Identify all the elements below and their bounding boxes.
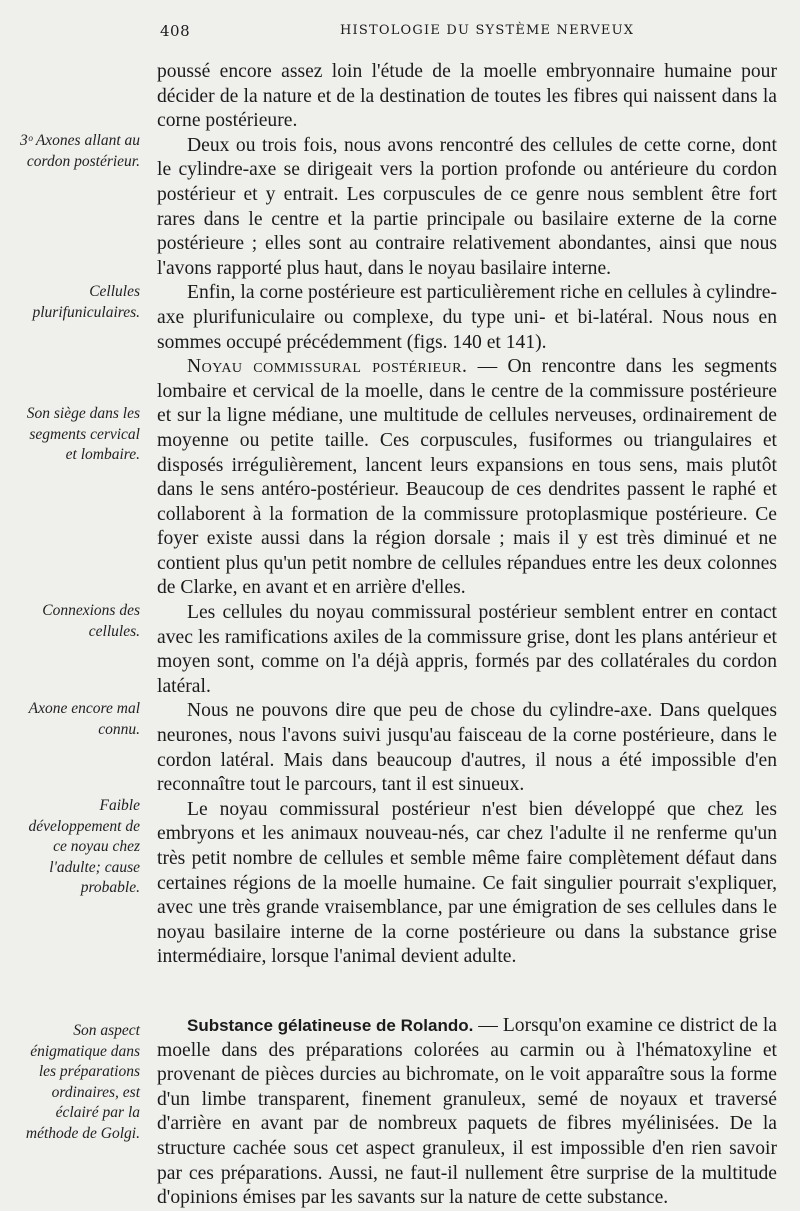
margin-note-axones: 3ᵒ Axones allant au cordon postérieur. (20, 132, 140, 170)
page-number: 408 (160, 22, 191, 40)
margin-note-aspect-enigmatique: Son aspect énigmatique dans les préparations ordinaires, est éclairé par la méthode de Golgi. (25, 1022, 140, 1142)
margin-note-siege: Son siège dans les segments cervical et lombaire. (26, 405, 140, 463)
paragraph-text: — Lorsqu'on examine ce district de la moelle dans des préparations colorées au carmin ou à l'hématoxyline et provenant de pièces durcies au bichromate, on le voit apparaître sous la forme d'un limbe transparent, finement granuleux, semé de noyaux et traversé d'arrière en avant par de nombreux paquets de fibres myélinisées. De la structure cachée sous cet aspect granuleux, il est impossible d'en rien savoir par ces préparations. Aussi, ne faut-il nullement être surprise de la multitude d'opinions émises par les savants sur la nature de cette substance. (157, 1014, 777, 1209)
paragraph: poussé encore assez loin l'étude de la moelle embryonnaire humaine pour décider de la nature et de la destination de toutes les fibres qui naissent dans la corne postérieure. (157, 61, 777, 132)
margin-note-faible-developpement: Faible développement de ce noyau chez l'adulte; cause probable. (28, 797, 140, 896)
paragraph: Nous ne pouvons dire que peu de chose du cylindre-axe. Dans quelques neurones, nous l'avons suivi jusqu'au faisceau de la corne postérieure, dans le cordon latéral. Mais dans beaucoup d'autres, il nous a été impossible d'en reconnaître tout le parcours, tant il est sinueux. (157, 700, 777, 796)
section-heading-rolando: Substance gélatineuse de Rolando. (187, 1015, 474, 1035)
main-text (157, 60, 777, 1211)
margin-note-connexions: Connexions des cellules. (42, 602, 140, 640)
paragraph: Enfin, la corne postérieure est particulièrement riche en cellules à cylindre-axe plurifuniculaire ou complexe, du type uni- et bi-latéral. Nous nous en sommes occupé précédemment (figs. 140 et 141). (157, 282, 777, 353)
paragraph: Le noyau commissural postérieur n'est bien développé que chez les embryons et les animaux nouveau-nés, car chez l'adulte il ne renferme qu'un très petit nombre de cellules et semble même faire complètement défaut dans certaines régions de la moelle humaine. Ce fait singulier pourrait s'expliquer, avec une très grande vraisemblance, par une émigration de ses cellules dans le noyau basilaire interne de la corne postérieure ou dans la substance grise intermédiaire, lorsque l'animal devient adulte. (157, 798, 777, 968)
paragraph: Les cellules du noyau commissural postérieur semblent entrer en contact avec les ramifications axiles de la commissure grise, dont les plans antérieur et moyen sont, comme on l'a déjà appris, formés par des collatérales du cordon latéral. (157, 602, 777, 697)
section-heading-noyau: Noyau commissural postérieur. (187, 356, 468, 378)
paragraph-substance-gelatineuse (157, 1014, 777, 1211)
page-header (0, 22, 800, 46)
margin-note-cellules-plurifuniculaires: Cellules plurifuniculaires. (32, 283, 140, 321)
paragraph-noyau-commissural (157, 355, 777, 601)
margin-note-axone: Axone encore mal connu. (28, 700, 140, 738)
paragraph-text: — On rencontre dans les segments lombaire et cervical de la moelle, dans le centre de la commissure postérieure et sur la ligne médiane, une multitude de cellules nerveuses, ordinairement de moyenne ou petite taille. Ces corpuscules, fusiformes ou triangulaires et disposés irrégulièrement, lancent leurs expansions en tous sens, mais plutôt dans le sens antéro-postérieur. Beaucoup de ces dendrites passent le raphé et collaborent à la formation de la commissure protoplasmique postérieure. Ce foyer existe aussi dans la région dorsale ; mais il y est très diminué et ne contient plus qu'un petit nombre de cellules répandues entre les deux colonnes de Clarke, en avant et en arrière d'elles. (157, 356, 777, 599)
paragraph: Deux ou trois fois, nous avons rencontré des cellules de cette corne, dont le cylindre-axe se dirigeait vers la portion profonde ou antérieure du cordon postérieur et y entrait. Les corpuscules de ce genre nous semblent être fort rares dans le centre et la partie principale ou basilaire externe de la corne postérieure ; elles sont au contraire relativement abondantes, ainsi que nous l'avons rapporté plus haut, dans le noyau basilaire interne. (157, 134, 777, 279)
running-title: HISTOLOGIE DU SYSTÈME NERVEUX (340, 23, 635, 38)
